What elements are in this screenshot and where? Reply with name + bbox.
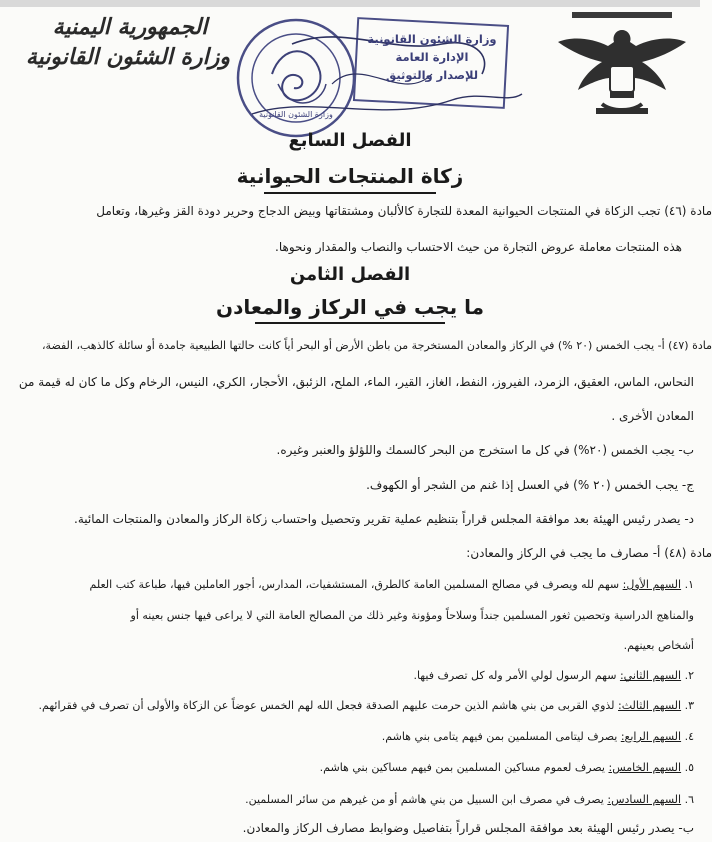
ministry-name: وزارة الشئون القانونية (25, 44, 230, 70)
item-label: السهم الثالث: (618, 699, 682, 712)
republic-name: الجمهورية اليمنية (52, 14, 208, 40)
item-label: السهم الخامس: (608, 761, 682, 774)
chapter-7-underline (264, 192, 436, 194)
article-47-d: د- يصدر رئيس الهيئة بعد موافقة المجلس قراراً بتنظيم عملية تقرير وتحصيل واحتساب زكاة الركاز والمعادن والمنتجات المائية. (74, 512, 694, 526)
article-48-item-3 (0, 698, 694, 714)
official-stamps (232, 14, 532, 144)
article-46-line-1: مادة (٤٦) تجب الزكاة في المنتجات الحيوانية المعدة للتجارة كالألبان ومشتقاتها وبيض الدجاج وحرير دودة القز وغيرها، وتعامل (96, 204, 712, 218)
article-47-a-line-3: المعادن الأخرى . (611, 409, 694, 423)
chapter-8-underline (255, 322, 445, 324)
stamp-line-2: الإدارة العامة (395, 50, 469, 64)
article-47-a-line-2: النحاس، الماس، العقيق، الزمرد، الفيروز، النفط، الغاز، القير، الماء، الملح، الزئبق، الأحجار، الكري، النيس، الرخام وكل ما كان له قيمة من (18, 375, 694, 389)
item-number: ٦. (684, 793, 694, 806)
seal-inner-text: وزارة الشئون القانونية (259, 110, 333, 119)
item-label: السهم السادس: (607, 793, 682, 806)
item-text: والمناهج الدراسية وتحصين ثغور المسلمين جنداً وسلاحاً ومؤونة وغير ذلك من المصالح العامة التي لا يراعى فيها جنس بعينه أو (130, 609, 694, 622)
item-number: ١. (684, 578, 694, 591)
item-text: لذوي القربى من بني هاشم الذين حرمت عليهم الصدقة فجعل الله لهم الخمس عوضاً عن الزكاة والأولى أن تصرف في فقرائهم. (38, 699, 619, 712)
item-number: ٢. (684, 669, 694, 682)
article-47-b: ب- يجب الخمس (٢٠%) في كل ما استخرج من البحر كالسمك واللؤلؤ والعنبر وغيره. (276, 443, 694, 457)
item-text: يصرف في مصرف ابن السبيل من بني هاشم أو من غيرهم من سائر المسلمين. (245, 793, 608, 806)
article-48-item-6 (0, 792, 694, 808)
item-text: سهم الرسول لولي الأمر وله كل تصرف فيها. (413, 669, 620, 682)
stamp-line-1: وزارة الشئون القانونية (367, 32, 497, 46)
item-text: يصرف لعموم مساكين المسلمين بمن فيهم مساكين بني هاشم. (319, 761, 609, 774)
ministry-header (25, 12, 230, 72)
item-number: ٣. (684, 699, 694, 712)
item-number: ٤. (684, 730, 694, 743)
article-47-c: ج- يجب الخمس (٢٠ %) في العسل إذا غنم من الشجر أو الكهوف. (366, 478, 694, 492)
item-number: ٥. (684, 761, 694, 774)
article-48-item-5 (0, 760, 694, 776)
article-48-b: ب- يصدر رئيس الهيئة بعد موافقة المجلس قراراً بتفاصيل وضوابط مصارف الركاز والمعادن. (242, 821, 694, 835)
item-label: السهم الأول: (622, 578, 682, 591)
item-text: سهم لله ويصرف في مصالح المسلمين العامة كالطرق، المستشفيات، المدارس، أجور العاملين فيها، طباعة كتب العلم (89, 578, 623, 591)
article-48-item-1-cont-2 (0, 638, 694, 654)
stamp-line-3: للإصدار والتوثيق (385, 68, 479, 82)
article-48-item-4 (0, 729, 694, 745)
item-text: أشخاص بعينهم. (623, 639, 694, 652)
item-text: يصرف ليتامى المسلمين بمن فيهم يتامى بني هاشم. (381, 730, 621, 743)
article-48-intro: مادة (٤٨) أ- مصارف ما يجب في الركاز والمعادن: (466, 546, 712, 560)
eagle-emblem-icon (552, 12, 692, 120)
top-edge-strip (0, 0, 700, 7)
article-48-item-2 (0, 668, 694, 684)
item-label: السهم الرابع: (620, 730, 682, 743)
stamp-text (362, 30, 502, 84)
chapter-8-heading: الفصل الثامن (289, 264, 411, 285)
chapter-7-heading: الفصل السابع (288, 130, 412, 151)
chapter-7-title: زكاة المنتجات الحيوانية (236, 164, 464, 188)
item-label: السهم الثاني: (619, 669, 682, 682)
article-48-item-1 (0, 577, 694, 593)
article-48-item-1-cont-1 (0, 608, 694, 624)
article-46-line-2: هذه المنتجات معاملة عروض التجارة من حيث الاحتساب والنصاب والمقدار ونحوها. (275, 240, 682, 254)
article-47-a-line-1: مادة (٤٧) أ- يجب الخمس (٢٠ %) في الركاز والمعادن المستخرجة من باطن الأرض أو البحر أياً كانت حالتها الطبيعية جامدة أو سائلة كالذهب، الفضة، (42, 339, 712, 352)
chapter-8-title: ما يجب في الركاز والمعادن (216, 295, 484, 319)
